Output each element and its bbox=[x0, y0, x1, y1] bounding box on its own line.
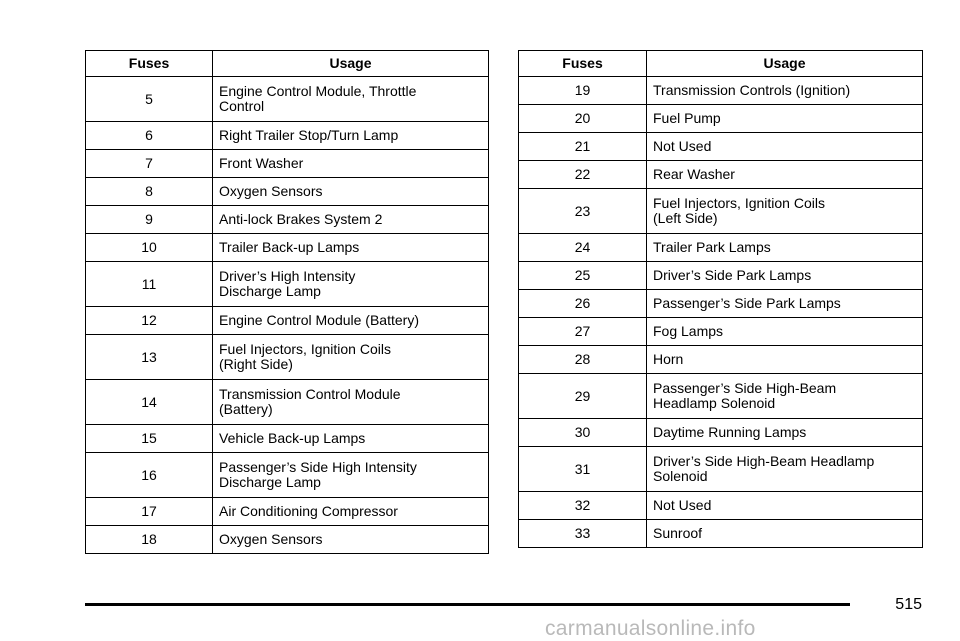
fuse-number-cell: 28 bbox=[519, 346, 647, 374]
fuse-usage-cell: Vehicle Back-up Lamps bbox=[213, 425, 489, 453]
fuse-usage-cell: Sunroof bbox=[647, 520, 923, 548]
fuse-usage-cell: Engine Control Module, Throttle Control bbox=[213, 77, 489, 122]
fuse-usage-cell: Transmission Controls (Ignition) bbox=[647, 77, 923, 105]
fuse-number-cell: 21 bbox=[519, 133, 647, 161]
fuse-number-cell: 15 bbox=[86, 425, 213, 453]
table-row bbox=[519, 262, 923, 290]
fuse-number-cell: 33 bbox=[519, 520, 647, 548]
fuse-number-cell: 27 bbox=[519, 318, 647, 346]
fuse-usage-cell: Passenger’s Side High-Beam Headlamp Solenoid bbox=[647, 374, 923, 419]
fuse-usage-cell: Not Used bbox=[647, 133, 923, 161]
fuse-usage-cell: Air Conditioning Compressor bbox=[213, 498, 489, 526]
fuse-usage-cell: Not Used bbox=[647, 492, 923, 520]
fuse-usage-cell: Trailer Park Lamps bbox=[647, 234, 923, 262]
table-row bbox=[519, 290, 923, 318]
watermark: carmanualsonline.info bbox=[545, 617, 756, 640]
table-row bbox=[86, 380, 489, 425]
fuse-number-cell: 24 bbox=[519, 234, 647, 262]
table-row bbox=[86, 178, 489, 206]
table-row bbox=[519, 374, 923, 419]
fuse-usage-cell: Driver’s Side Park Lamps bbox=[647, 262, 923, 290]
fuse-usage-cell: Fuel Injectors, Ignition Coils (Right Side) bbox=[213, 335, 489, 380]
table-row bbox=[519, 189, 923, 234]
table-row bbox=[519, 161, 923, 189]
fuse-usage-cell: Fuel Pump bbox=[647, 105, 923, 133]
fuse-usage-cell: Fog Lamps bbox=[647, 318, 923, 346]
footer-rule bbox=[85, 603, 850, 606]
column-header-fuses: Fuses bbox=[519, 51, 647, 77]
table-row bbox=[519, 447, 923, 492]
fuse-usage-cell: Horn bbox=[647, 346, 923, 374]
fuse-number-cell: 8 bbox=[86, 178, 213, 206]
fuse-usage-cell: Passenger’s Side High Intensity Discharge Lamp bbox=[213, 453, 489, 498]
fuse-number-cell: 5 bbox=[86, 77, 213, 122]
fuse-usage-cell: Transmission Control Module (Battery) bbox=[213, 380, 489, 425]
fuse-usage-cell: Oxygen Sensors bbox=[213, 178, 489, 206]
fuse-number-cell: 11 bbox=[86, 262, 213, 307]
fuse-usage-cell: Right Trailer Stop/Turn Lamp bbox=[213, 122, 489, 150]
fuse-usage-cell: Trailer Back-up Lamps bbox=[213, 234, 489, 262]
table-row bbox=[519, 520, 923, 548]
table-row bbox=[86, 425, 489, 453]
fuse-number-cell: 18 bbox=[86, 526, 213, 554]
table-row bbox=[86, 335, 489, 380]
table-row bbox=[519, 234, 923, 262]
fuse-number-cell: 20 bbox=[519, 105, 647, 133]
table-row bbox=[86, 77, 489, 122]
fuse-usage-cell: Daytime Running Lamps bbox=[647, 419, 923, 447]
table-row bbox=[86, 526, 489, 554]
fuse-number-cell: 23 bbox=[519, 189, 647, 234]
fuse-table-right bbox=[518, 50, 923, 548]
table-row bbox=[519, 133, 923, 161]
table-row bbox=[86, 234, 489, 262]
fuse-number-cell: 19 bbox=[519, 77, 647, 105]
column-header-usage: Usage bbox=[647, 51, 923, 77]
column-header-fuses: Fuses bbox=[86, 51, 213, 77]
table-row bbox=[86, 307, 489, 335]
fuse-number-cell: 9 bbox=[86, 206, 213, 234]
table-row bbox=[86, 122, 489, 150]
fuse-usage-cell: Front Washer bbox=[213, 150, 489, 178]
fuse-number-cell: 10 bbox=[86, 234, 213, 262]
fuse-number-cell: 29 bbox=[519, 374, 647, 419]
fuse-usage-cell: Driver’s Side High-Beam Headlamp Solenoid bbox=[647, 447, 923, 492]
table-row bbox=[519, 419, 923, 447]
table-row bbox=[519, 318, 923, 346]
page-number: 515 bbox=[895, 596, 922, 613]
table-row bbox=[86, 150, 489, 178]
table-row bbox=[519, 492, 923, 520]
fuse-usage-cell: Passenger’s Side Park Lamps bbox=[647, 290, 923, 318]
fuse-number-cell: 26 bbox=[519, 290, 647, 318]
table-header-row bbox=[519, 51, 923, 77]
fuse-number-cell: 31 bbox=[519, 447, 647, 492]
fuse-usage-cell: Rear Washer bbox=[647, 161, 923, 189]
table-row bbox=[86, 262, 489, 307]
fuse-usage-cell: Anti-lock Brakes System 2 bbox=[213, 206, 489, 234]
fuse-usage-cell: Engine Control Module (Battery) bbox=[213, 307, 489, 335]
table-row bbox=[86, 498, 489, 526]
fuse-table-left bbox=[85, 50, 489, 554]
fuse-usage-cell: Oxygen Sensors bbox=[213, 526, 489, 554]
table-header-row bbox=[86, 51, 489, 77]
fuse-number-cell: 30 bbox=[519, 419, 647, 447]
fuse-number-cell: 13 bbox=[86, 335, 213, 380]
fuse-number-cell: 16 bbox=[86, 453, 213, 498]
fuse-number-cell: 7 bbox=[86, 150, 213, 178]
fuse-number-cell: 6 bbox=[86, 122, 213, 150]
fuse-number-cell: 12 bbox=[86, 307, 213, 335]
fuse-number-cell: 22 bbox=[519, 161, 647, 189]
fuse-usage-cell: Driver’s High Intensity Discharge Lamp bbox=[213, 262, 489, 307]
fuse-number-cell: 32 bbox=[519, 492, 647, 520]
fuse-number-cell: 25 bbox=[519, 262, 647, 290]
fuse-usage-cell: Fuel Injectors, Ignition Coils (Left Side) bbox=[647, 189, 923, 234]
table-row bbox=[86, 206, 489, 234]
table-row bbox=[519, 105, 923, 133]
fuse-number-cell: 14 bbox=[86, 380, 213, 425]
table-row bbox=[519, 346, 923, 374]
fuse-number-cell: 17 bbox=[86, 498, 213, 526]
table-row bbox=[86, 453, 489, 498]
column-header-usage: Usage bbox=[213, 51, 489, 77]
table-row bbox=[519, 77, 923, 105]
